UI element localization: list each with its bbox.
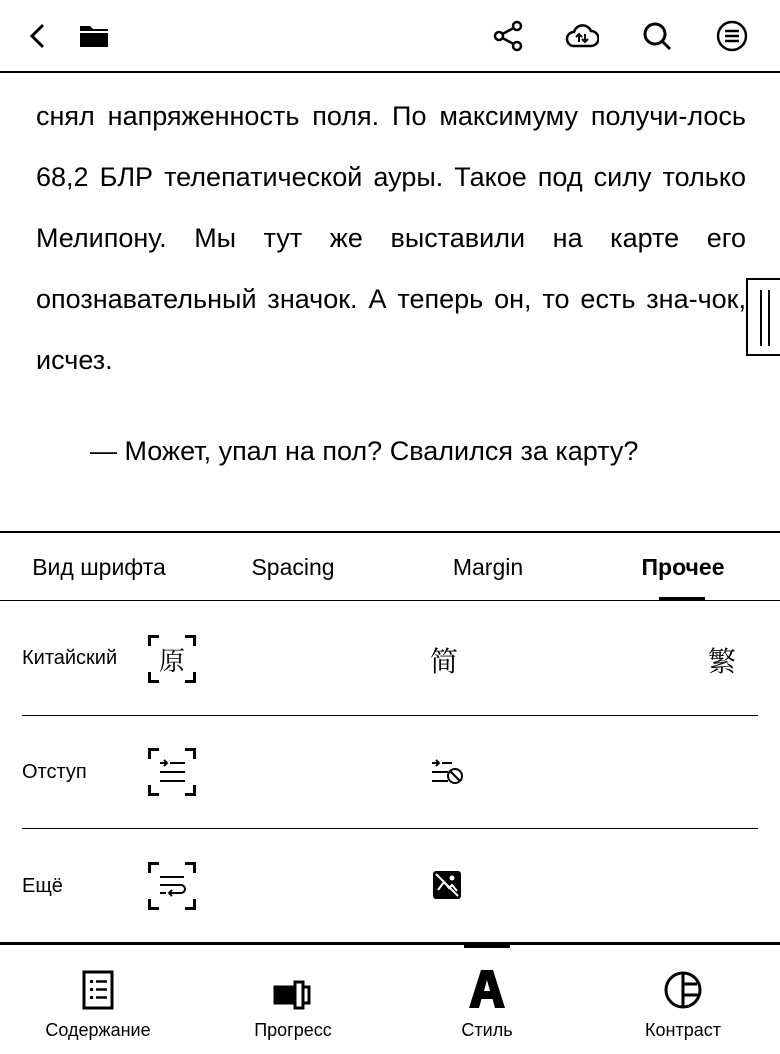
cloud-sync-icon[interactable] <box>562 16 602 56</box>
selected-bracket <box>148 748 196 796</box>
chevron-left-icon[interactable] <box>18 16 58 56</box>
chinese-original-option[interactable] <box>148 635 196 683</box>
top-toolbar <box>0 0 780 73</box>
nav-label: Содержание <box>45 1020 151 1040</box>
tab-margin[interactable]: Margin <box>452 553 524 580</box>
reader-text[interactable] <box>36 86 746 482</box>
reader-paragraph: — Может, упал на пол? Свалился за карту? <box>90 436 639 466</box>
indent-on-option[interactable] <box>148 748 196 796</box>
row-label: Ещё <box>22 875 63 897</box>
folder-icon[interactable] <box>74 16 114 56</box>
active-tab-indicator <box>659 597 705 600</box>
reader-paragraph: снял напряженность поля. По максимуму получи-лось 68,2 БЛР телепатической ауры. Такое под силу только Мелипону. Мы тут же выставили на карте его опознавательный значок. А теперь он, то есть зна-чок, исчез. <box>36 101 746 375</box>
settings-tabs <box>0 533 780 601</box>
nav-label: Прогресс <box>254 1020 332 1040</box>
selected-bracket <box>148 635 196 683</box>
chinese-original-label: 原 <box>158 645 185 676</box>
selected-bracket <box>148 862 196 910</box>
contrast-icon <box>663 958 703 1010</box>
indent-on-icon <box>148 748 196 796</box>
tab-spacing[interactable]: Spacing <box>251 553 335 580</box>
contents-icon <box>82 958 114 1010</box>
nav-progress[interactable] <box>213 950 373 1050</box>
reflow-icon <box>148 862 196 910</box>
nav-label: Стиль <box>461 1020 513 1040</box>
nav-contrast[interactable] <box>603 950 763 1050</box>
tab-font[interactable]: Вид шрифта <box>32 553 166 580</box>
setting-row-more <box>0 830 780 943</box>
setting-row-chinese <box>0 602 780 715</box>
progress-icon <box>273 958 313 1010</box>
scroll-handle[interactable] <box>746 278 780 356</box>
reflow-option[interactable] <box>148 862 196 910</box>
row-label: Китайский <box>22 647 118 669</box>
nav-style[interactable] <box>407 950 567 1050</box>
nav-label: Контраст <box>645 1020 721 1040</box>
share-icon[interactable] <box>488 16 528 56</box>
image-off-icon[interactable] <box>432 870 462 900</box>
menu-icon[interactable] <box>712 16 752 56</box>
setting-row-indent <box>0 716 780 829</box>
style-icon <box>468 958 506 1010</box>
active-nav-indicator <box>464 942 510 948</box>
bottom-nav-divider <box>0 942 780 945</box>
tab-other[interactable]: Прочее <box>641 553 725 580</box>
row-divider <box>22 828 758 829</box>
indent-off-icon[interactable] <box>430 758 464 786</box>
chinese-simplified-option[interactable]: 简 <box>430 645 459 678</box>
nav-contents[interactable] <box>18 950 178 1050</box>
row-label: Отступ <box>22 761 87 783</box>
search-icon[interactable] <box>637 16 677 56</box>
chinese-traditional-option[interactable]: 繁 <box>708 645 737 678</box>
